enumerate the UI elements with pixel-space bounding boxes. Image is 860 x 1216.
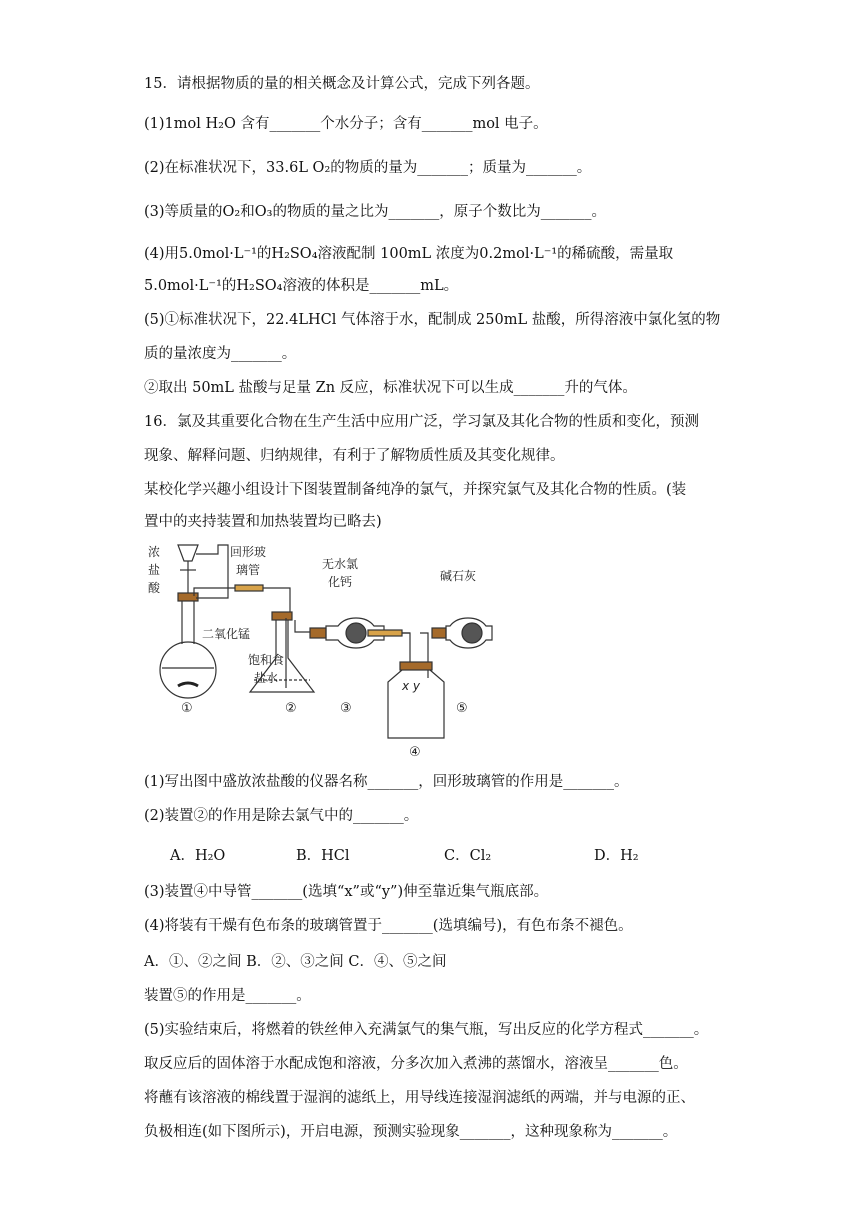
q16-sub5c: 将蘸有该溶液的棉线置于湿润的滤纸上，用导线连接湿润滤纸的两端，并与电源的正、 <box>144 1090 695 1106</box>
label-brine-1: 饱和食 <box>248 653 285 667</box>
q15-part5b: 质的量浓度为_______。 <box>144 346 297 362</box>
label-mno2: 二氧化锰 <box>202 627 251 641</box>
label-xy: x y <box>402 679 421 693</box>
label-num-2: ② <box>285 701 297 716</box>
q16-sub5d: 负极相连(如下图所示)，开启电源，预测实验现象_______，这种现象称为_______。 <box>144 1124 678 1140</box>
label-cacl2-2: 化钙 <box>328 575 353 589</box>
label-tube-1: 回形玻 <box>230 545 267 559</box>
q16-sub2: (2)装置②的作用是除去氯气中的_______。 <box>144 808 419 824</box>
option-b: B．HCl <box>296 848 350 864</box>
q16-intro-line3: 某校化学兴趣小组设计下图装置制备纯净的氯气，并探究氯气及其化合物的性质。(装 <box>144 482 687 498</box>
option-c: C．Cl₂ <box>444 848 492 864</box>
q15-part4b: 5.0mol·L⁻¹的H₂SO₄溶液的体积是_______mL。 <box>144 278 459 294</box>
q16-sub5b: 取反应后的固体溶于水配成饱和溶液，分多次加入煮沸的蒸馏水，溶液呈_______色。 <box>144 1056 688 1072</box>
q16-intro-line2: 现象、解释问题、归纳规律，有利于了解物质性质及其变化规律。 <box>144 448 565 464</box>
q16-sub5a: (5)实验结束后，将燃着的铁丝伸入充满氯气的集气瓶，写出反应的化学方程式_______。 <box>144 1022 709 1038</box>
q16-sub1: (1)写出图中盛放浓盐酸的仪器名称_______，回形玻璃管的作用是_______。 <box>144 774 629 790</box>
label-lime: 碱石灰 <box>440 569 477 583</box>
label-tube-2: 璃管 <box>236 563 261 577</box>
q15-part3: (3)等质量的O₂和O₃的物质的量之比为_______，原子个数比为_______。 <box>144 204 606 220</box>
q15-part5c: ②取出 50mL 盐酸与足量 Zn 反应，标准状况下可以生成_______升的气体。 <box>144 380 637 396</box>
q16-sub4-options: A．①、②之间 B．②、③之间 C．④、⑤之间 <box>144 954 447 970</box>
q15-part2: (2)在标准状况下，33.6L O₂的物质的量为_______；质量为_______。 <box>144 160 592 176</box>
label-num-5: ⑤ <box>456 701 468 716</box>
label-num-3: ③ <box>340 701 352 716</box>
q15-part5a: (5)①标准状况下，22.4LHCl 气体溶于水，配制成 250mL 盐酸，所得溶液中氯化氢的物 <box>144 312 721 328</box>
q16-intro-line1: 16．氯及其重要化合物在生产生活中应用广泛，学习氯及其化合物的性质和变化，预测 <box>144 414 699 430</box>
apparatus-figure <box>140 540 500 760</box>
option-d: D．H₂ <box>594 848 639 864</box>
q16-sub3: (3)装置④中导管_______(选填“x”或“y”)伸至靠近集气瓶底部。 <box>144 884 549 900</box>
q15-part4a: (4)用5.0mol·L⁻¹的H₂SO₄溶液配制 100mL 浓度为0.2mol·L⁻¹的稀硫酸，需量取 <box>144 246 674 262</box>
label-hcl-3: 酸 <box>148 581 161 595</box>
q15-part1: (1)1mol H₂O 含有_______个水分子；含有_______mol 电子。 <box>144 116 548 132</box>
label-hcl-2: 盐 <box>148 563 161 577</box>
q16-sub4b: 装置⑤的作用是_______。 <box>144 988 311 1004</box>
q16-intro-line4: 置中的夹持装置和加热装置均已略去) <box>144 514 382 530</box>
option-a: A．H₂O <box>170 848 226 864</box>
label-num-1: ① <box>181 701 193 716</box>
label-cacl2-1: 无水氯 <box>322 557 359 571</box>
q16-sub4: (4)将装有干燥有色布条的玻璃管置于_______(选填编号)，有色布条不褪色。 <box>144 918 633 934</box>
label-hcl-1: 浓 <box>148 545 161 559</box>
label-brine-2: 盐水 <box>254 671 279 685</box>
q15-title: 15．请根据物质的量的相关概念及计算公式，完成下列各题。 <box>144 76 540 92</box>
label-num-4: ④ <box>409 745 421 760</box>
